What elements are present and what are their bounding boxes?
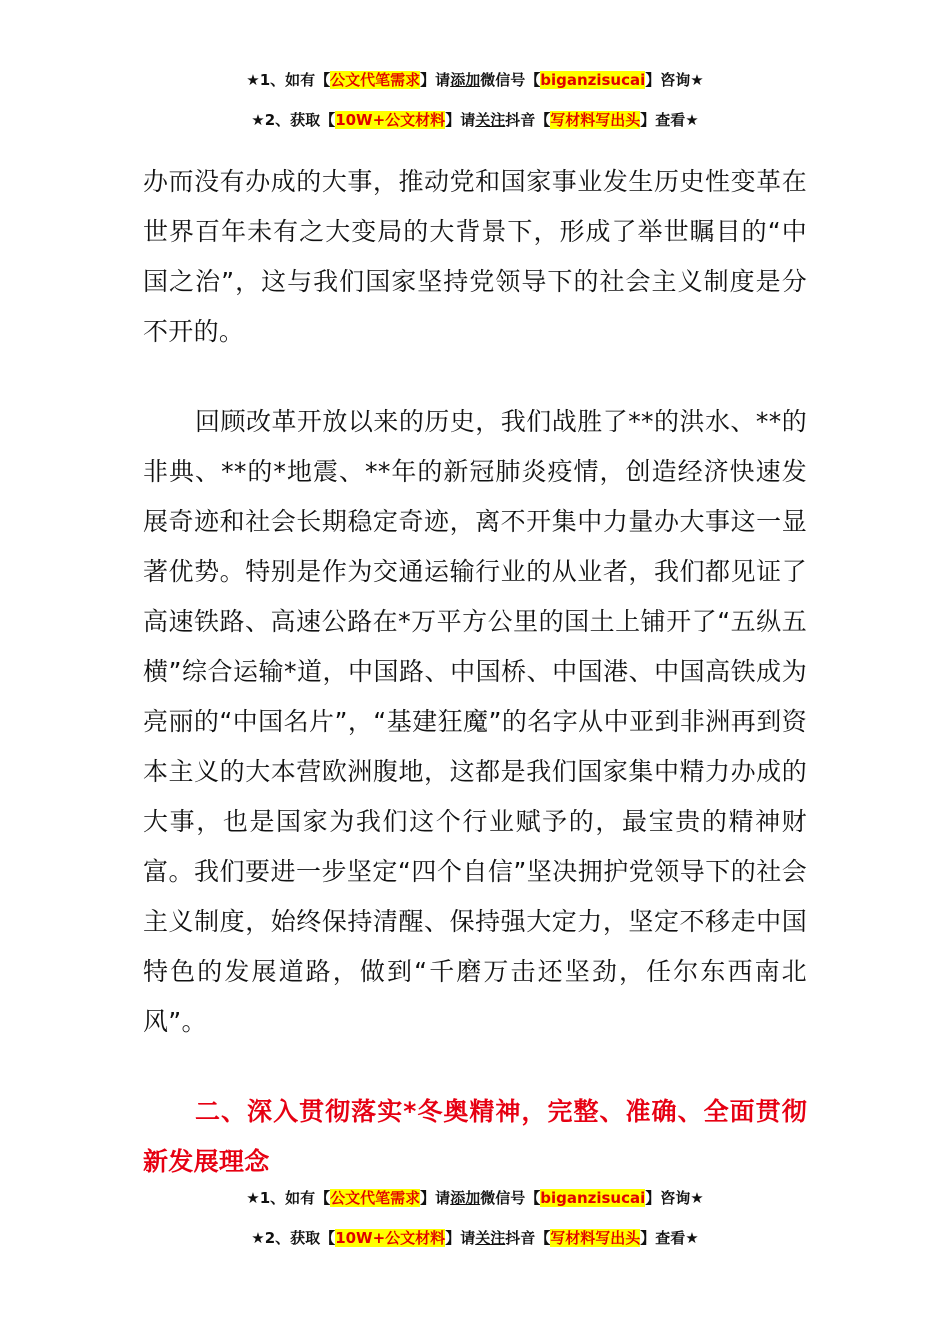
banner-text: 抖音【 bbox=[505, 111, 551, 129]
paragraph-spacer bbox=[143, 1047, 807, 1087]
paragraph-spacer bbox=[143, 357, 807, 397]
banner-suffix: 】咨询★ bbox=[645, 71, 704, 89]
banner-highlight: 10W+公文材料 bbox=[335, 1229, 446, 1247]
banner-underlined-text: 关注 bbox=[475, 1229, 506, 1247]
section-heading: 二、深入贯彻落实*冬奥精神，完整、准确、全面贯彻新发展理念 bbox=[143, 1097, 807, 1176]
banner-text: 微信号【 bbox=[480, 71, 541, 89]
banner-underlined-text: 关注 bbox=[475, 111, 506, 129]
paragraph-2: 回顾改革开放以来的历史，我们战胜了**的洪水、**的非典、**的*地震、**年的新冠肺炎疫情，创造经济快速发展奇迹和社会长期稳定奇迹，离不开集中力量办大事这一显著优势。特别是作为交通运输行业的从业者，我们都见证了高速铁路、高速公路在*万平方公里的国土上铺开了“五纵五横”综合运输*道，中国路、中国桥、中国港、中国高铁成为亮丽的“中国名片”，“基建狂魔”的名字从中亚到非洲再到资本主义的大本营欧洲腹地，这都是我们国家集中精力办成的大事，也是国家为我们这个行业赋予的，最宝贵的精神财富。我们要进一步坚定“四个自信”坚决拥护党领导下的社会主义制度，始终保持清醒、保持强大定力，坚定不移走中国特色的发展道路，做到“千磨万击还坚劲，任尔东西南北风”。 bbox=[143, 407, 807, 1036]
footer-banner-line-2 bbox=[0, 1228, 950, 1248]
banner-highlight: biganzisucai bbox=[540, 71, 646, 89]
banner-highlight: 公文代笔需求 bbox=[330, 1189, 421, 1207]
banner-suffix: 】查看★ bbox=[640, 1229, 699, 1247]
banner-underlined-text: 添加 bbox=[450, 1189, 481, 1207]
banner-prefix: ★2、获取【 bbox=[251, 111, 336, 129]
banner-text: 】请 bbox=[445, 111, 476, 129]
paragraph-1: 办而没有办成的大事，推动党和国家事业发生历史性变革在世界百年未有之大变局的大背景下，形成了举世瞩目的“中国之治”，这与我们国家坚持党领导下的社会主义制度是分不开的。 bbox=[143, 167, 807, 346]
banner-prefix: ★2、获取【 bbox=[251, 1229, 336, 1247]
banner-suffix: 】咨询★ bbox=[645, 1189, 704, 1207]
banner-prefix: ★1、如有【 bbox=[246, 1189, 331, 1207]
banner-underlined-text: 添加 bbox=[450, 71, 481, 89]
banner-highlight: 公文代笔需求 bbox=[330, 71, 421, 89]
banner-prefix: ★1、如有【 bbox=[246, 71, 331, 89]
banner-text: 】请 bbox=[420, 71, 451, 89]
banner-suffix: 】查看★ bbox=[640, 111, 699, 129]
banner-text: 】请 bbox=[445, 1229, 476, 1247]
banner-text: 微信号【 bbox=[480, 1189, 541, 1207]
footer-banner-line-1 bbox=[0, 1188, 950, 1208]
banner-highlight: 写材料写出头 bbox=[550, 1229, 641, 1247]
document-body bbox=[143, 157, 807, 1187]
banner-highlight: 10W+公文材料 bbox=[335, 111, 446, 129]
header-banner-line-2 bbox=[0, 110, 950, 130]
banner-highlight: biganzisucai bbox=[540, 1189, 646, 1207]
banner-highlight: 写材料写出头 bbox=[550, 111, 641, 129]
banner-text: 抖音【 bbox=[505, 1229, 551, 1247]
header-banner-line-1 bbox=[0, 70, 950, 90]
banner-text: 】请 bbox=[420, 1189, 451, 1207]
